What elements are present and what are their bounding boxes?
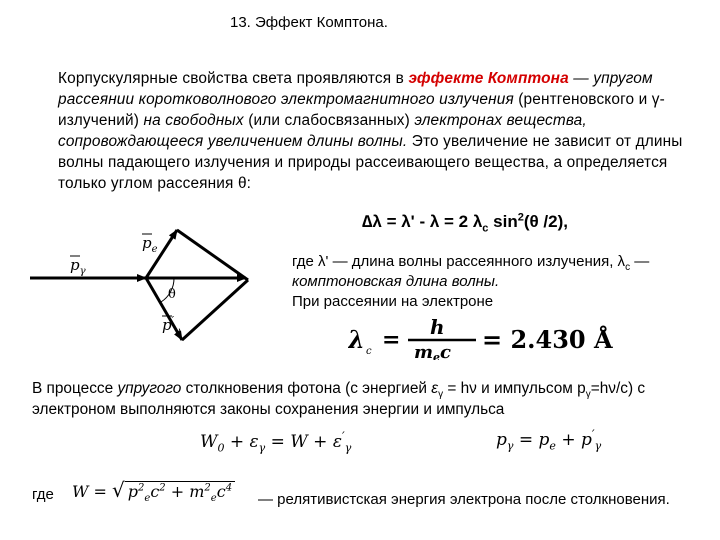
shift-sub-c: c (482, 222, 489, 235)
momentum-conservation-formula (496, 427, 602, 453)
intro-text-7: Это увеличение не зависит от длины волны падающего излучения и природы рассеивающего вещества, а определяется только углом рассеяния θ: (58, 133, 683, 192)
energy-eps-sub: γ (258, 441, 266, 455)
cons-text-elastic: упругого (117, 380, 182, 397)
lc-numerator: h (430, 316, 445, 339)
w-m-sup: 2 (204, 482, 211, 494)
shift-sup: 2 (517, 211, 524, 224)
lc-equal: = (382, 327, 401, 353)
label-p-e: $p_e$ (142, 234, 158, 255)
w-lhs: W = (72, 482, 113, 501)
energy-eps-sub2: γ (344, 441, 352, 455)
momentum-p2-sub: e (549, 439, 556, 453)
w-c2: c (216, 482, 226, 501)
w-c: c (150, 482, 160, 501)
cons-eps: ε (431, 380, 439, 397)
energy-conservation-formula (200, 429, 352, 455)
where-explanation (292, 252, 712, 312)
energy-w0: W (200, 432, 218, 452)
intro-text-4: на свободных (143, 112, 244, 129)
label-theta: θ (168, 287, 176, 302)
where-dash: — (630, 253, 650, 270)
lc-lambda: λ (348, 325, 365, 354)
momentum-prime: ′ (591, 427, 595, 442)
momentum-p1-sub: γ (506, 439, 514, 453)
intro-text-2: — упругом рассеянии коротковолнового электромагнитного излучения (58, 70, 653, 108)
w-sqrt: $p^2_ec^2 + m^2_ec^4$ (125, 481, 235, 501)
w-plus-m: + m (165, 482, 205, 501)
w-p-sup: 2 (138, 482, 145, 494)
momentum-p1: p (496, 430, 507, 450)
page-title: 13. Эффект Комптона. (230, 14, 388, 31)
energy-w0-sub: 0 (217, 441, 225, 455)
lc-value: = 2.430 Å (482, 325, 613, 354)
scattering-diagram (22, 218, 282, 368)
lc-denominator: mec (414, 342, 452, 360)
energy-plus: + ε (224, 432, 259, 452)
energy-prime: ′ (341, 429, 345, 444)
compton-wavelength-term: комптоновская длина волны. (292, 273, 500, 290)
cons-text-4: = hν и импульсом p (443, 380, 586, 397)
momentum-plus: + p (555, 430, 592, 450)
relativistic-energy-note: — релятивистская энергия электрона после столкновения. (258, 491, 670, 508)
momentum-p3-sub: γ (594, 439, 602, 453)
w-p: p (127, 482, 139, 501)
intro-text-1: Корпускулярные свойства света проявляются в (58, 70, 409, 87)
where-sub-c: c (625, 262, 631, 273)
compton-effect-highlight: эффекте Комптона (408, 70, 569, 87)
where-line1: где λ' — длина волны рассеянного излучения, λ (292, 253, 626, 270)
shift-sin: sin (488, 212, 518, 231)
label-p-gamma: $p_\gamma$ (70, 256, 86, 277)
cons-text-3: столкновения фотона (с энергией (181, 380, 432, 397)
w-p-sub: e (144, 493, 151, 505)
energy-eq: = W + ε (265, 432, 342, 452)
compton-wavelength-formula (348, 316, 648, 360)
cons-eps-sub: γ (438, 389, 444, 401)
conservation-paragraph (32, 378, 702, 420)
relativistic-energy-formula: W = √ $p^2_ec^2 + m^2_ec^4$ (72, 478, 235, 502)
shift-rhs: (θ /2), (523, 212, 568, 231)
intro-text-3: (рентгеновского и γ-излучений) (58, 91, 665, 129)
momentum-eq: = p (513, 430, 550, 450)
lc-sub: c (366, 346, 372, 357)
intro-text-6: электронах вещества, сопровождающееся увеличением длины волны. (58, 112, 587, 150)
cons-text-5: =hν/c) с электроном выполняются законы сохранения энергии и импульса (32, 380, 646, 418)
wavelength-shift-formula (362, 211, 568, 235)
cons-text-1: В процессе (32, 380, 118, 397)
label-p-gamma-prime: $p'_\gamma$ (162, 314, 181, 337)
w-m-sub: e (210, 493, 217, 505)
intro-text-5: (или слабосвязанных) (243, 112, 415, 129)
where-line4: При рассеянии на электроне (292, 293, 494, 310)
where-label-2: где (32, 486, 54, 503)
shift-lhs: ∆λ = λ' - λ = 2 λ (362, 212, 483, 231)
w-c-sup: 4 (225, 482, 233, 494)
intro-paragraph (58, 68, 688, 194)
cons-p-sub: γ (585, 389, 591, 401)
